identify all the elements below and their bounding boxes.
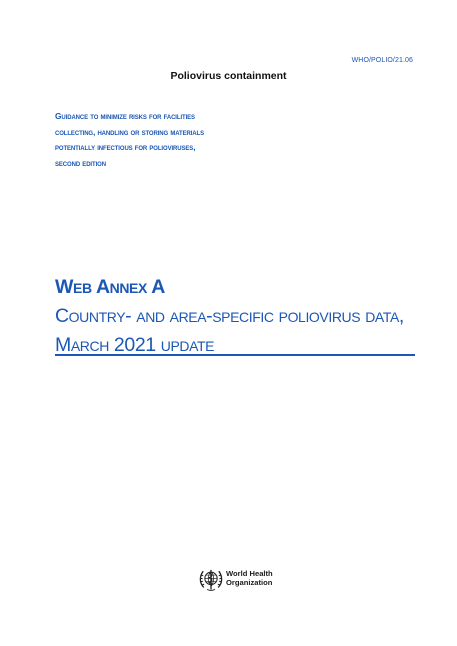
who-emblem-icon [198,566,224,592]
who-wordmark [226,570,273,587]
logo-text-line: Organization [226,578,273,587]
subtitle [55,109,355,171]
subtitle-line: potentially infectious for polioviruses, [55,142,196,152]
annex-title [55,273,415,360]
logo-text-line: World Health [226,569,273,579]
title-divider [55,354,415,356]
annex-label: Web Annex A [55,276,165,298]
annex-heading-line: Country- and area-specific poliovirus data, [55,305,404,327]
series-title: Poliovirus containment [170,70,287,82]
who-logo [198,566,273,592]
subtitle-line: Guidance to minimize risks for facilities [55,111,195,121]
annex-heading-line: March 2021 update [55,334,215,356]
subtitle-line: collecting, handling or storing materials [55,126,204,137]
subtitle-line: second edition [55,157,106,168]
document-code: WHO/POLIO/21.06 [351,57,413,64]
